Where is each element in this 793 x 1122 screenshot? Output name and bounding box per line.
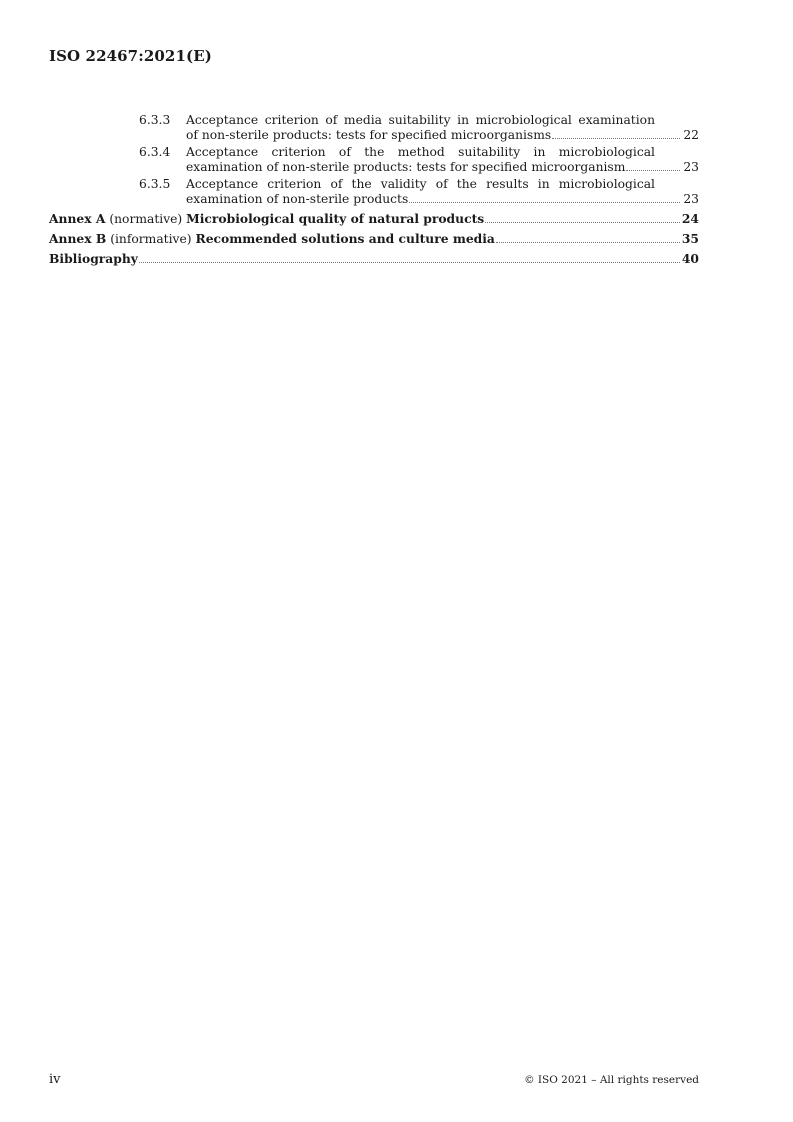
toc-entry-page: 40 (681, 251, 699, 266)
toc-entry-number: 6.3.3 (139, 113, 171, 127)
annex-label: Annex B (49, 231, 107, 246)
dot-leader (626, 170, 680, 171)
toc-entry-page: 22 (683, 128, 699, 142)
annex-label: Annex A (49, 211, 106, 226)
toc-entry-number: 6.3.5 (139, 177, 171, 191)
dot-leader (409, 202, 680, 203)
dot-leader (496, 242, 680, 243)
annex-title: Recommended solutions and culture media (195, 231, 495, 246)
toc-entry-page: 35 (681, 231, 699, 246)
annex-type: (normative) (109, 212, 183, 226)
annex-title: Microbiological quality of natural products (186, 211, 485, 226)
bibliography-title: Bibliography (49, 251, 138, 266)
toc-entry-title-line1: Acceptance criterion of the validity of the results in microbiological (186, 177, 655, 191)
toc-entry-title-line2: examination of non-sterile products: tests for specified microorganism (186, 160, 626, 174)
toc-entry-number: 6.3.4 (139, 145, 171, 159)
toc-entry-annex-a[interactable] (49, 211, 699, 227)
dot-leader (139, 262, 680, 263)
dot-leader (485, 222, 680, 223)
footer-page-number: iv (49, 1072, 61, 1087)
dot-leader (552, 138, 680, 139)
toc-entry-title-line2: examination of non-sterile products (186, 192, 409, 206)
document-identifier: ISO 22467:2021(E) (49, 47, 212, 65)
toc-entry-page: 23 (683, 192, 699, 206)
toc-entry-page: 24 (681, 211, 699, 226)
toc-entry-page: 23 (683, 160, 699, 174)
toc-entry-title-line1: Acceptance criterion of the method suitability in microbiological (186, 145, 655, 159)
toc-entry-title-line2: of non-sterile products: tests for specified microorganisms (186, 128, 552, 142)
toc-entry-title-line1: Acceptance criterion of media suitability in microbiological examination (186, 113, 655, 127)
annex-type: (informative) (110, 232, 192, 246)
toc-entry-6-3-4[interactable] (49, 145, 699, 175)
toc-entry-bibliography[interactable] (49, 251, 699, 267)
toc-entry-6-3-5[interactable] (49, 177, 699, 207)
toc-entry-6-3-3[interactable] (49, 113, 699, 143)
table-of-contents (49, 113, 699, 267)
toc-entry-annex-b[interactable] (49, 231, 699, 247)
footer-copyright: © ISO 2021 – All rights reserved (524, 1074, 699, 1086)
